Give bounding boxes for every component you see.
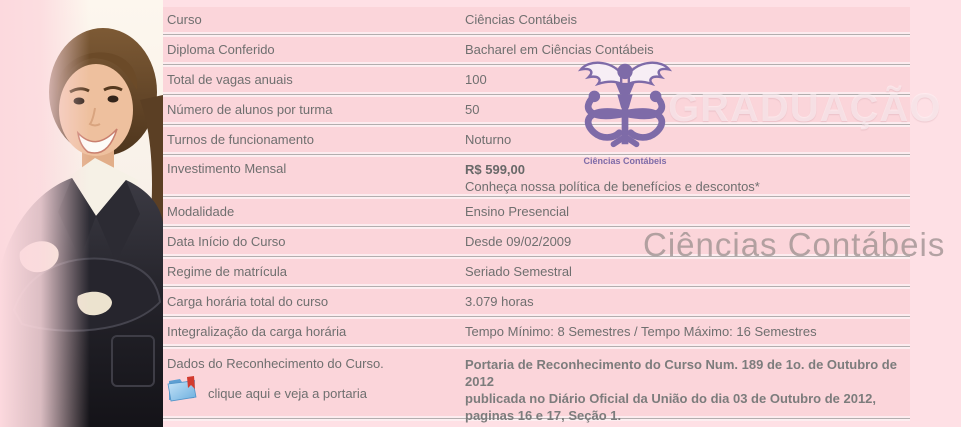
table-row-reconhecimento xyxy=(163,349,910,423)
row-value: Bacharel em Ciências Contábeis xyxy=(465,42,654,57)
discount-note: Conheça nossa política de benefícios e descontos* xyxy=(465,179,760,194)
row-value xyxy=(465,157,910,195)
row-value: Desde 09/02/2009 xyxy=(465,234,572,249)
row-value: Seriado Semestral xyxy=(465,264,572,279)
row-value: Ensino Presencial xyxy=(465,204,570,219)
table-row-modalidade xyxy=(163,199,910,224)
course-info-table xyxy=(163,0,910,427)
row-label: Modalidade xyxy=(167,204,235,219)
row-label: Data Início do Curso xyxy=(167,234,286,249)
emblem-label: Ciências Contábeis xyxy=(583,156,667,166)
monthly-price: R$ 599,00 xyxy=(465,162,525,177)
row-label: Regime de matrícula xyxy=(167,264,287,279)
course-name-watermark: Ciências Contábeis xyxy=(643,226,946,263)
row-label: Investimento Mensal xyxy=(167,161,287,176)
course-emblem xyxy=(570,58,680,166)
table-row-carga-horaria xyxy=(163,289,910,314)
row-label: Carga horária total do curso xyxy=(167,294,329,309)
row-value: 50 xyxy=(465,102,480,117)
portaria-line: publicada no Diário Oficial da União do dia 03 de Outubro de 2012, xyxy=(465,391,877,406)
portaria-folder-icon[interactable] xyxy=(167,374,200,405)
table-row-curso xyxy=(163,7,910,32)
table-row-integralizacao xyxy=(163,319,910,344)
row-value: 100 xyxy=(465,72,487,87)
row-label: Total de vagas anuais xyxy=(167,72,293,87)
row-label: Dados do Reconhecimento do Curso. xyxy=(167,356,384,371)
row-label: Integralização da carga horária xyxy=(167,324,347,339)
businesswoman-illustration xyxy=(0,0,163,427)
row-value xyxy=(465,349,910,424)
row-value: Ciências Contábeis xyxy=(465,12,578,27)
row-label: Diploma Conferido xyxy=(167,42,275,57)
table-row-diploma xyxy=(163,37,910,62)
caduceus-icon xyxy=(577,58,673,150)
row-value: Noturno xyxy=(465,132,512,147)
row-label-block xyxy=(163,349,465,405)
row-label: Turnos de funcionamento xyxy=(167,132,314,147)
row-label: Número de alunos por turma xyxy=(167,102,333,117)
row-value: 3.079 horas xyxy=(465,294,534,309)
student-photo xyxy=(0,0,163,427)
table-row-investimento xyxy=(163,157,910,194)
row-value: Tempo Mínimo: 8 Semestres / Tempo Máximo: 16 Semestres xyxy=(465,324,817,339)
portaria-line: paginas 16 e 17, Seção 1. xyxy=(465,408,622,423)
portaria-line: Portaria de Reconhecimento do Curso Num. 189 de 1o. de Outubro de 2012 xyxy=(465,357,897,389)
graduacao-watermark: GRADUAÇÃO xyxy=(668,86,942,130)
portaria-link[interactable]: clique aqui e veja a portaria xyxy=(208,386,367,401)
row-label: Curso xyxy=(167,12,202,27)
